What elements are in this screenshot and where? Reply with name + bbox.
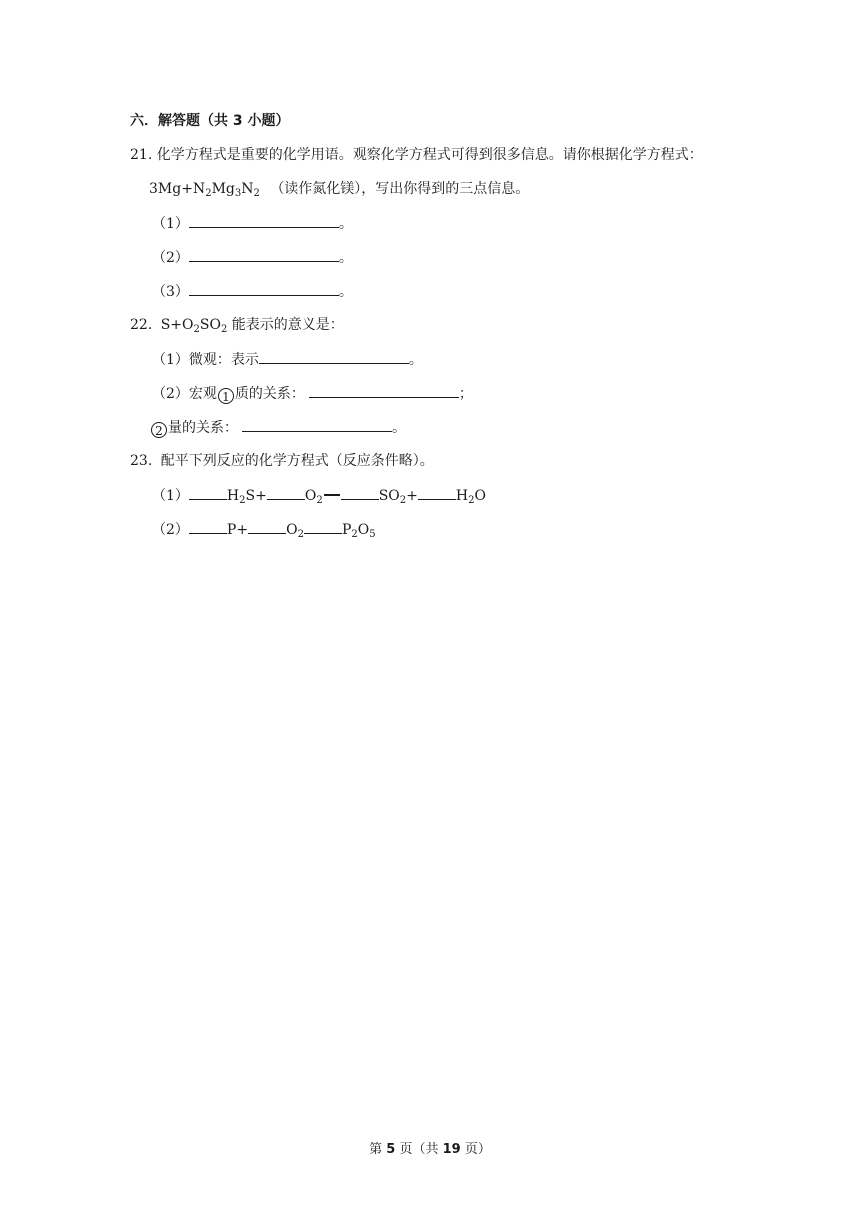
section-heading: 六．解答题（共 3 小题） — [130, 113, 290, 129]
item-label: （3） — [152, 284, 189, 300]
question-23-item-2 — [152, 519, 376, 540]
item-end: 。 — [408, 352, 423, 368]
subscript: 2 — [220, 324, 228, 335]
equation-part: S+O — [160, 317, 194, 333]
page-number: 5 — [386, 1142, 396, 1157]
subscript: 5 — [369, 529, 376, 540]
equation-part: P+ — [226, 522, 249, 538]
equation-part: N — [241, 181, 254, 197]
item-label: （2） — [152, 250, 189, 266]
item-end: 。 — [338, 284, 353, 300]
equation-part: H — [455, 488, 469, 504]
answer-blank[interactable] — [259, 349, 409, 364]
circled-number: 2 — [151, 422, 167, 438]
coefficient-blank[interactable] — [341, 485, 379, 500]
equation-part: SO — [199, 317, 221, 333]
equation-part: 3Mg+N — [149, 181, 206, 197]
subscript: 3 — [234, 188, 242, 199]
answer-blank[interactable] — [189, 281, 339, 296]
subscript: 2 — [253, 188, 260, 199]
subscript: 2 — [351, 529, 358, 540]
question-22-quantity — [150, 417, 406, 438]
equation-note: （读作氮化镁），写出你得到的三点信息。 — [270, 181, 530, 197]
answer-blank[interactable] — [189, 247, 339, 262]
subscript: 2 — [316, 495, 323, 506]
coefficient-blank[interactable] — [267, 485, 305, 500]
question-21-equation — [149, 179, 529, 199]
question-23-item-1 — [152, 485, 486, 506]
total-pages: 19 — [442, 1142, 461, 1157]
footer-text: 第 — [369, 1142, 387, 1157]
equation-part: O — [286, 522, 298, 538]
page-footer — [0, 1138, 860, 1157]
equation-part: P — [341, 522, 352, 538]
item-label: （2） — [152, 522, 189, 538]
equation-part: O — [474, 488, 486, 504]
reaction-dash — [324, 494, 340, 496]
coefficient-blank[interactable] — [248, 519, 286, 534]
question-22-micro — [152, 349, 423, 370]
equation-part: SO — [378, 488, 400, 504]
item-label: （1） — [152, 488, 189, 504]
question-22-stem — [130, 315, 344, 335]
question-number: 23. — [130, 453, 153, 469]
question-text: 化学方程式是重要的化学用语。观察化学方程式可得到很多信息。请你根据化学方程式： — [156, 147, 703, 163]
footer-text: 页） — [460, 1142, 491, 1157]
item-label: （1）微观：表示 — [152, 352, 259, 368]
subscript: 2 — [399, 495, 407, 506]
question-21-item-3 — [152, 281, 353, 302]
coefficient-blank[interactable] — [418, 485, 456, 500]
subscript: 2 — [193, 324, 200, 335]
equation-part: + — [406, 488, 418, 504]
question-21-stem — [130, 145, 703, 165]
item-text: 质的关系： — [234, 386, 305, 402]
answer-blank[interactable] — [242, 417, 392, 432]
item-end: ； — [458, 386, 473, 402]
equation-part: Mg — [211, 181, 235, 197]
circled-number: 1 — [218, 388, 234, 404]
equation-part: H — [226, 488, 240, 504]
question-text: 配平下列反应的化学方程式（反应条件略）。 — [160, 453, 434, 469]
question-21-item-2 — [152, 247, 353, 268]
subscript: 2 — [239, 495, 246, 506]
coefficient-blank[interactable] — [189, 519, 227, 534]
item-label: （1） — [152, 216, 189, 232]
question-number: 21. — [130, 147, 153, 163]
question-21-item-1 — [152, 213, 353, 234]
footer-text: 页（共 — [395, 1142, 443, 1157]
question-text: 能表示的意义是： — [227, 317, 344, 333]
answer-blank[interactable] — [189, 213, 339, 228]
subscript: 2 — [468, 495, 475, 506]
item-label: （2）宏观 — [152, 386, 217, 402]
question-number: 22. — [130, 317, 153, 333]
item-end: 。 — [338, 250, 353, 266]
item-end: 。 — [338, 216, 353, 232]
answer-blank[interactable] — [309, 383, 459, 398]
coefficient-blank[interactable] — [189, 485, 227, 500]
equation-part: O — [304, 488, 317, 504]
item-end: 。 — [392, 420, 406, 436]
subscript: 2 — [297, 529, 304, 540]
item-text: 量的关系： — [168, 420, 238, 436]
subscript: 2 — [205, 188, 212, 199]
coefficient-blank[interactable] — [304, 519, 342, 534]
question-23-stem — [130, 451, 434, 471]
equation-part: O — [357, 522, 370, 538]
question-22-macro — [152, 383, 473, 404]
equation-part: S+ — [245, 488, 267, 504]
